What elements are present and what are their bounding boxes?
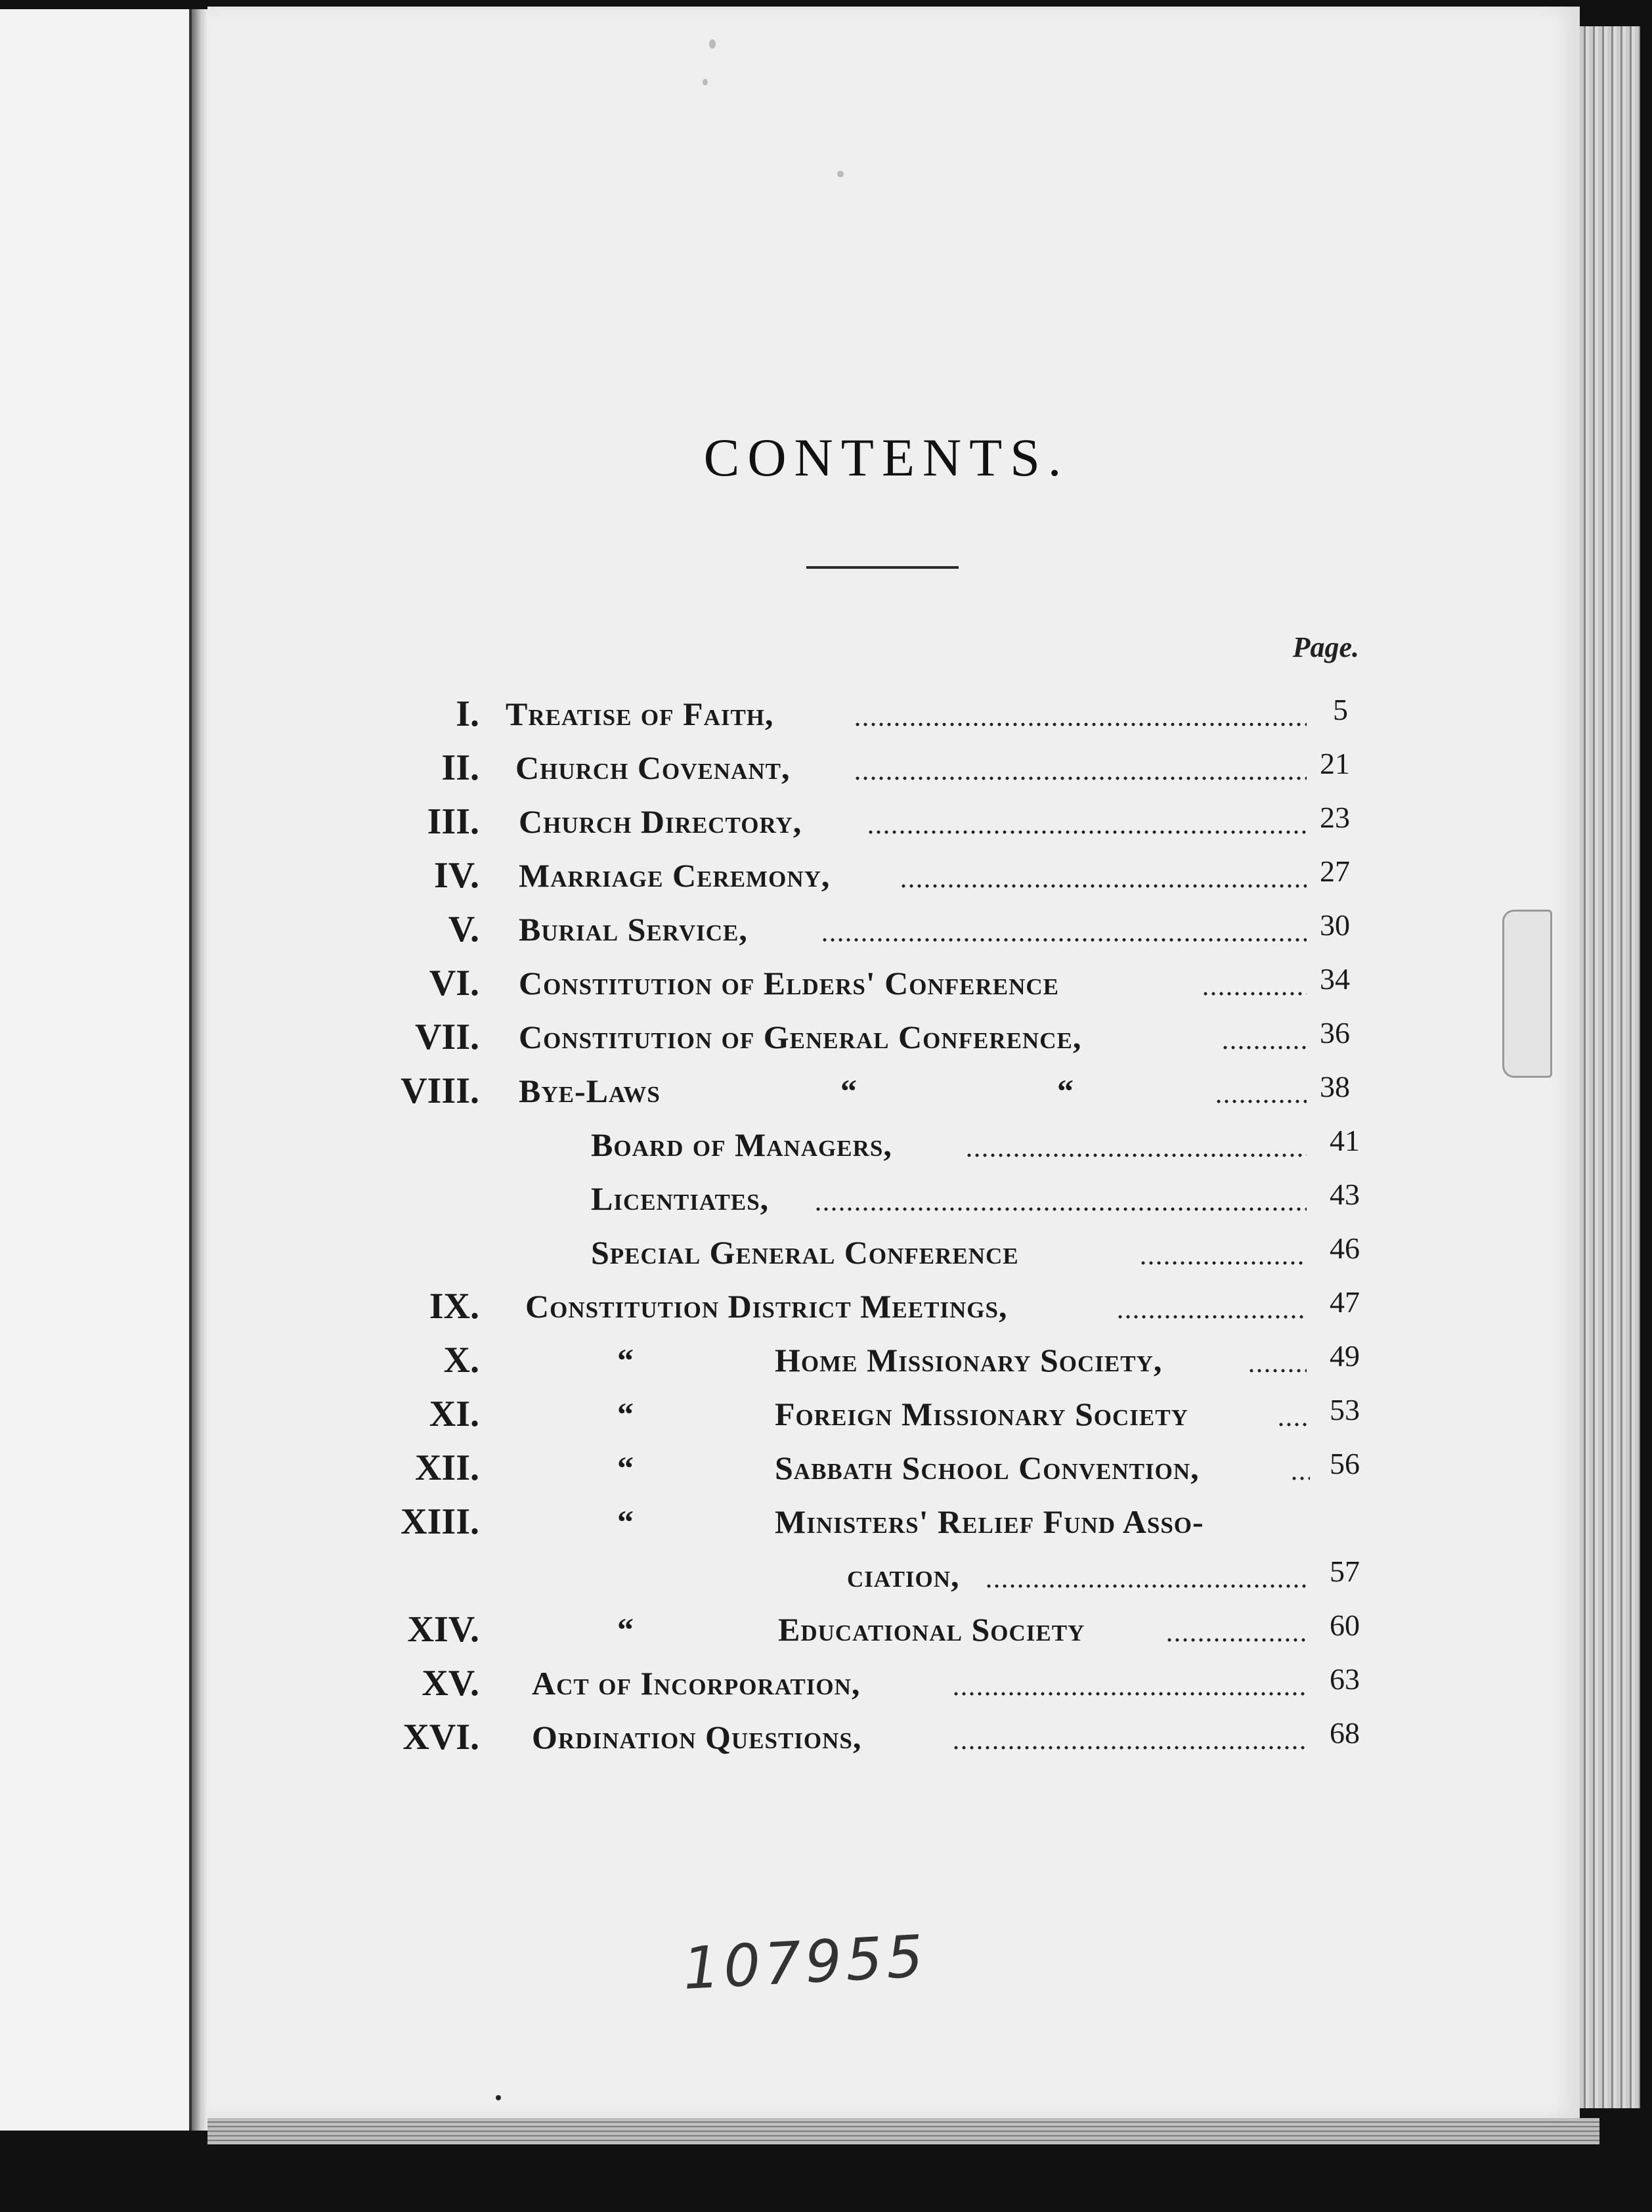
page-column-heading: Page. xyxy=(1292,631,1359,663)
toc-entry xyxy=(328,1011,1359,1063)
entry-page: 36 xyxy=(1320,1016,1350,1050)
dot-leader xyxy=(1202,958,1307,1009)
entry-number: III. xyxy=(427,801,479,842)
dot-leader xyxy=(952,1712,1307,1763)
entry-page: 30 xyxy=(1320,908,1350,942)
toc-entry xyxy=(328,1604,1359,1655)
entry-title: Ordination Questions, xyxy=(532,1719,862,1756)
toc-entry xyxy=(328,1550,1359,1601)
entry-page: 53 xyxy=(1330,1393,1360,1427)
entry-number: VII. xyxy=(414,1017,479,1057)
dot-leader xyxy=(821,904,1307,955)
toc-entry xyxy=(328,742,1359,793)
page-edges-right xyxy=(1580,26,1640,2108)
paper-speck xyxy=(709,39,716,49)
dot-leader xyxy=(952,1658,1307,1709)
ditto-mark: “ xyxy=(617,1449,634,1486)
entry-number: XII. xyxy=(414,1448,479,1488)
page-title: CONTENTS. xyxy=(703,428,1070,487)
toc-entry xyxy=(328,958,1359,1009)
entry-page: 49 xyxy=(1330,1339,1360,1373)
entry-title: Church Directory, xyxy=(519,803,802,840)
entry-page: 34 xyxy=(1320,962,1350,996)
entry-number: V. xyxy=(448,909,479,950)
entry-page: 46 xyxy=(1330,1231,1360,1265)
paper-speck xyxy=(703,79,708,85)
toc-entry xyxy=(328,1442,1359,1493)
toc-entry xyxy=(328,850,1359,901)
entry-page: 5 xyxy=(1333,693,1348,726)
dot-leader xyxy=(1215,1065,1307,1117)
entry-title: Bye-Laws xyxy=(519,1073,661,1109)
entry-title: Burial Service, xyxy=(519,911,748,948)
toc-entry xyxy=(328,1281,1359,1332)
entry-title: Special General Conference xyxy=(591,1234,1019,1271)
entry-number: I. xyxy=(456,694,479,734)
entry-title: Constitution of General Conference, xyxy=(519,1019,1082,1055)
entry-page: 27 xyxy=(1320,854,1350,888)
entry-title: Constitution of Elders' Conference xyxy=(519,965,1060,1002)
ditto-mark: “ xyxy=(617,1611,634,1648)
dot-leader xyxy=(854,742,1307,793)
ditto-mark: “ xyxy=(1057,1073,1074,1109)
dot-leader xyxy=(1165,1604,1307,1655)
entry-title: Educational Society xyxy=(778,1611,1085,1648)
toc-entry xyxy=(328,688,1359,740)
dot-leader xyxy=(965,1119,1307,1170)
entry-number: IX. xyxy=(429,1286,479,1327)
ditto-mark: “ xyxy=(840,1073,857,1109)
entry-page: 60 xyxy=(1330,1608,1360,1642)
entry-number: VIII. xyxy=(401,1071,479,1111)
entry-title: Ministers' Relief Fund Asso- xyxy=(775,1503,1204,1540)
dot-leader xyxy=(1139,1227,1307,1278)
entry-number: IV. xyxy=(433,855,479,896)
entry-title: Licentiates, xyxy=(591,1180,770,1217)
left-page xyxy=(0,9,192,2131)
entry-number: X. xyxy=(443,1340,479,1381)
paper-speck xyxy=(837,171,844,177)
entry-number: XIV. xyxy=(407,1609,479,1650)
dot-leader xyxy=(854,688,1307,740)
entry-page: 56 xyxy=(1330,1447,1360,1480)
title-rule xyxy=(806,566,959,569)
entry-number: XVI. xyxy=(402,1717,479,1758)
entry-title: Home Missionary Society, xyxy=(775,1342,1163,1379)
paper-speck xyxy=(496,2095,501,2100)
dot-leader xyxy=(814,1173,1307,1224)
ditto-mark: “ xyxy=(617,1503,634,1540)
entry-page: 41 xyxy=(1330,1124,1360,1157)
dot-leader xyxy=(985,1550,1307,1601)
page-tab xyxy=(1502,910,1552,1078)
entry-page: 57 xyxy=(1330,1555,1360,1588)
toc-entry xyxy=(328,1065,1359,1117)
toc-entry xyxy=(328,1496,1359,1547)
toc-entry xyxy=(328,1388,1359,1440)
entry-title: Foreign Missionary Society xyxy=(775,1396,1188,1432)
entry-number: VI. xyxy=(429,963,479,1004)
entry-number: XIII. xyxy=(401,1501,479,1542)
entry-page: 23 xyxy=(1320,801,1350,834)
page-edges-bottom xyxy=(207,2118,1599,2144)
entry-page: 47 xyxy=(1330,1285,1360,1319)
toc-entry xyxy=(328,1227,1359,1278)
entry-page: 43 xyxy=(1330,1178,1360,1211)
entry-title: Sabbath School Convention, xyxy=(775,1449,1200,1486)
entry-title: Act of Incorporation, xyxy=(532,1665,861,1702)
entry-title: Board of Managers, xyxy=(591,1126,892,1163)
toc-entry xyxy=(328,1335,1359,1386)
toc-entry xyxy=(328,1658,1359,1709)
toc-entry xyxy=(328,1119,1359,1170)
entry-page: 21 xyxy=(1320,747,1350,780)
entry-title: Constitution District Meetings, xyxy=(525,1288,1008,1325)
entry-page: 63 xyxy=(1330,1662,1360,1696)
book-gutter xyxy=(192,9,207,2131)
toc-entry xyxy=(328,1173,1359,1224)
entry-title: Treatise of Faith, xyxy=(506,696,774,732)
entry-number: XV. xyxy=(422,1663,479,1704)
dot-leader xyxy=(900,850,1307,901)
entry-page: 38 xyxy=(1320,1070,1350,1103)
dot-leader xyxy=(1290,1442,1310,1493)
dot-leader xyxy=(1116,1281,1307,1332)
entry-page: 68 xyxy=(1330,1716,1360,1750)
toc-entry xyxy=(328,1712,1359,1763)
dot-leader xyxy=(1277,1388,1307,1440)
entry-number: XI. xyxy=(429,1394,479,1434)
entry-title: Church Covenant, xyxy=(515,749,791,786)
toc-entry xyxy=(328,904,1359,955)
entry-title: ciation, xyxy=(847,1557,960,1594)
ditto-mark: “ xyxy=(617,1342,634,1379)
entry-title: Marriage Ceremony, xyxy=(519,857,831,894)
toc-entry xyxy=(328,796,1359,847)
handwritten-accession-number: 107955 xyxy=(681,1922,929,2002)
entry-number: II. xyxy=(441,747,479,788)
dot-leader xyxy=(1221,1011,1307,1063)
ditto-mark: “ xyxy=(617,1396,634,1432)
dot-leader xyxy=(867,796,1307,847)
dot-leader xyxy=(1248,1335,1307,1386)
